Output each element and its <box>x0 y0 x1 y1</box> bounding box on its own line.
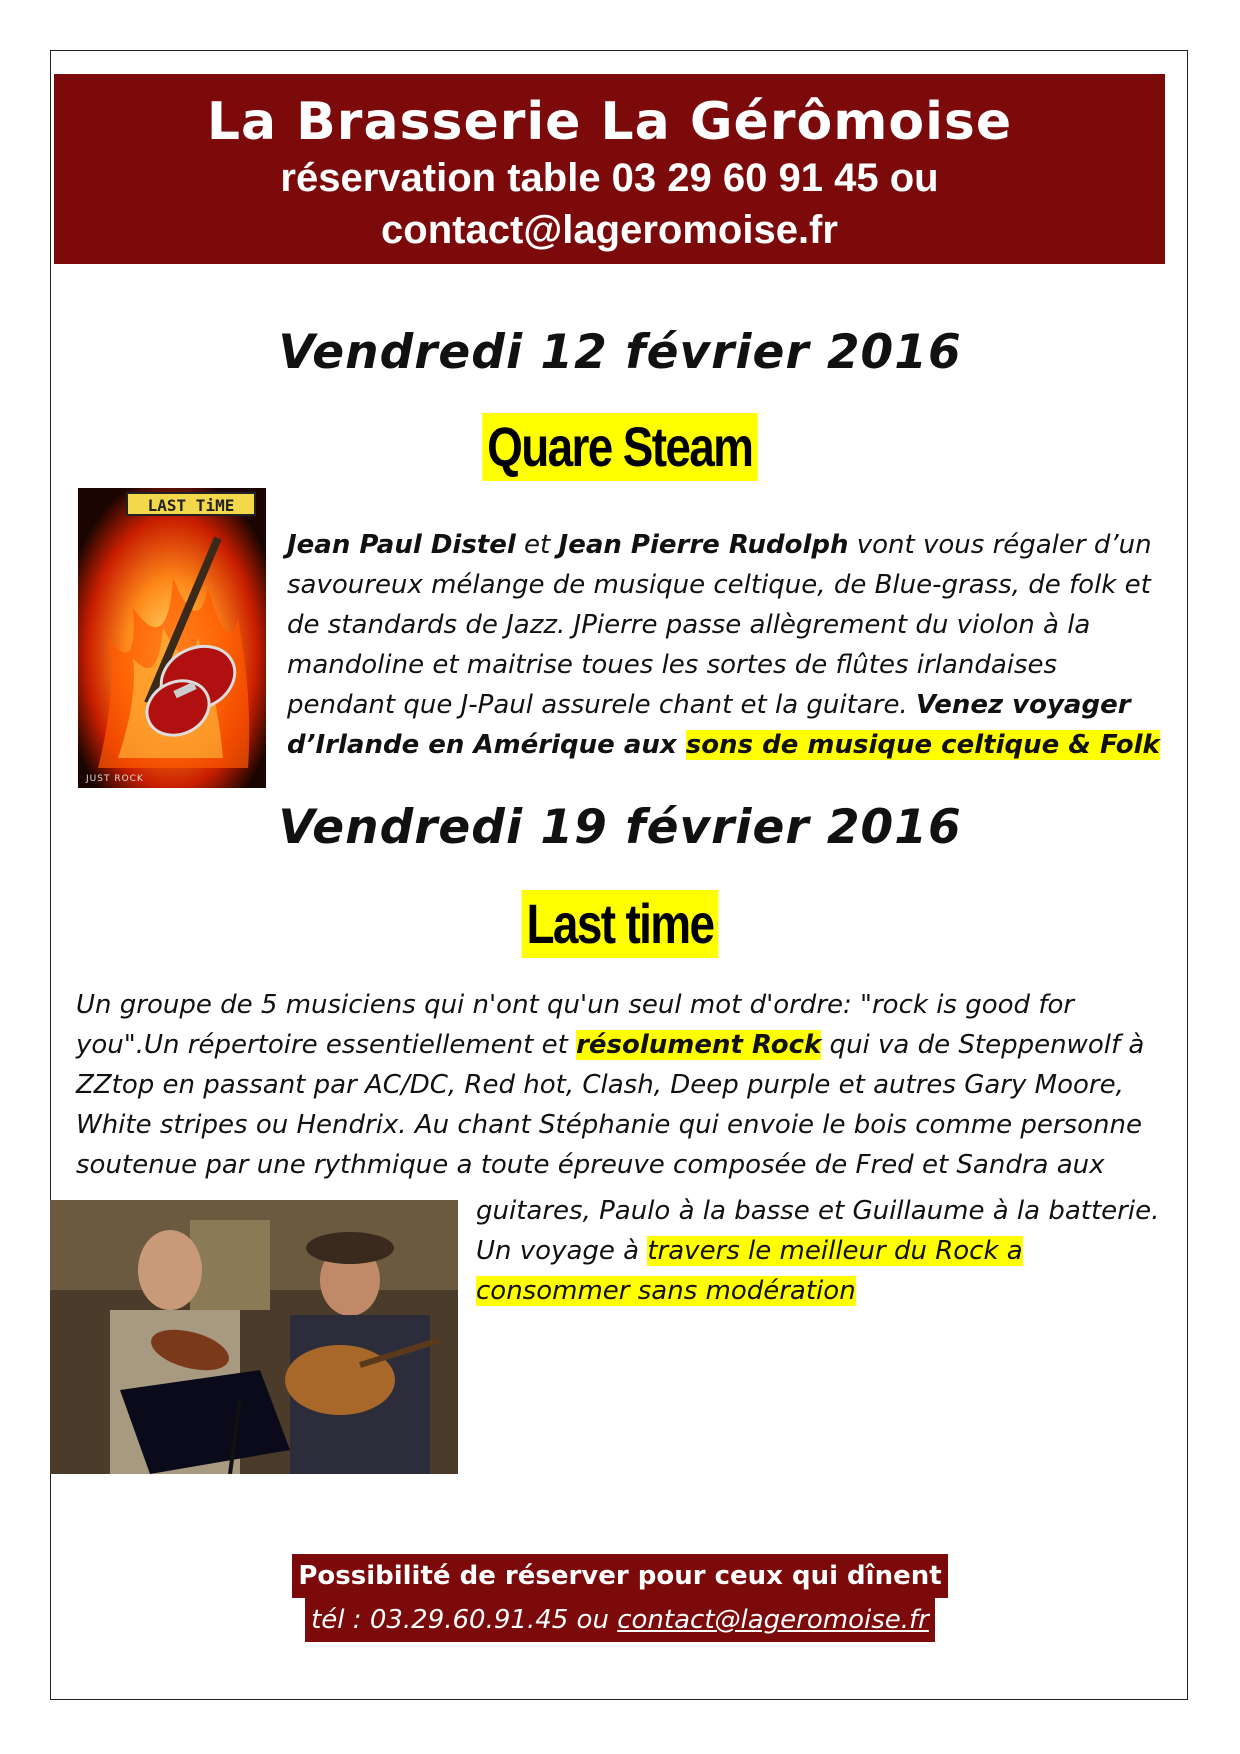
band-photo-image <box>50 1200 458 1474</box>
footer-dinner-note: Possibilité de réserver pour ceux qui dînent <box>292 1554 947 1598</box>
footer-email-link[interactable]: contact@lageromoise.fr <box>617 1605 929 1635</box>
desc-text-2: vont vous régaler d’un savoureux mélange de musique celtique, de Blue-grass, de folk et de standards de Jazz. JPierre passe allègrement du violon à la mandoline et maitrise toues les sortes de flûtes irlandaises pendant que J-Paul assurele chant et la guitare. <box>287 530 1152 720</box>
event1-band-name: Quare Steam <box>482 413 757 481</box>
footer-line-2-wrap <box>0 1598 1240 1642</box>
poster-label: LAST TiME <box>126 492 256 516</box>
header-banner <box>54 74 1165 264</box>
desc-highlight: sons de musique celtique & Folk <box>685 730 1160 760</box>
musicians-photo-icon <box>50 1200 458 1474</box>
desc-text-1: et <box>515 530 559 560</box>
brasserie-title: La Brasserie La Gérômoise <box>206 92 1013 152</box>
last-time-poster-image <box>78 488 266 788</box>
desc2-text-1: Un groupe de 5 musiciens qui n'ont qu'un seul mot d'ordre: "rock is good for you".Un répertoire essentiellement et <box>76 990 1075 1060</box>
event1-date: Vendredi 12 février 2016 <box>278 325 962 380</box>
musician-name-2: Jean Pierre Rudolph <box>558 530 849 560</box>
desc2-highlight-2: travers le meilleur du Rock a consommer sans modération <box>476 1236 1023 1306</box>
event1-band-wrap <box>0 413 1240 481</box>
poster-footer-text: JUST ROCK <box>86 774 144 784</box>
footer-contact <box>305 1598 935 1642</box>
event2-date: Vendredi 19 février 2016 <box>278 800 962 855</box>
event2-description-top <box>76 985 1176 1185</box>
desc-bold-call: Venez voyager d’Irlande en Amérique aux <box>287 690 1131 760</box>
event1-description <box>287 525 1167 765</box>
desc2-text-2: qui va de Steppenwolf à ZZtop en passant par AC/DC, Red hot, Clash, Deep purple et autres Gary Moore, White stripes ou Hendrix. Au chant Stéphanie qui envoie le bois comme personne soutenue par une rythmique a toute épreuve composée de Fred et Sandra aux <box>76 1030 1145 1180</box>
reservation-phone: réservation table 03 29 60 91 45 ou <box>280 156 939 200</box>
event2-band-wrap <box>0 890 1240 958</box>
event2-band-name: Last time <box>522 890 719 958</box>
flaming-guitar-icon <box>78 488 266 788</box>
event2-description-bottom <box>476 1191 1176 1311</box>
desc2-text-3: guitares, Paulo à la basse et Guillaume à la batterie. Un voyage à <box>476 1196 1160 1266</box>
musician-name-1: Jean Paul Distel <box>287 530 516 560</box>
reservation-email: contact@lageromoise.fr <box>381 208 838 252</box>
footer-phone: tél : 03.29.60.91.45 ou <box>311 1605 618 1635</box>
desc2-highlight-1: résolument Rock <box>576 1030 822 1060</box>
footer-line-1-wrap <box>0 1554 1240 1598</box>
